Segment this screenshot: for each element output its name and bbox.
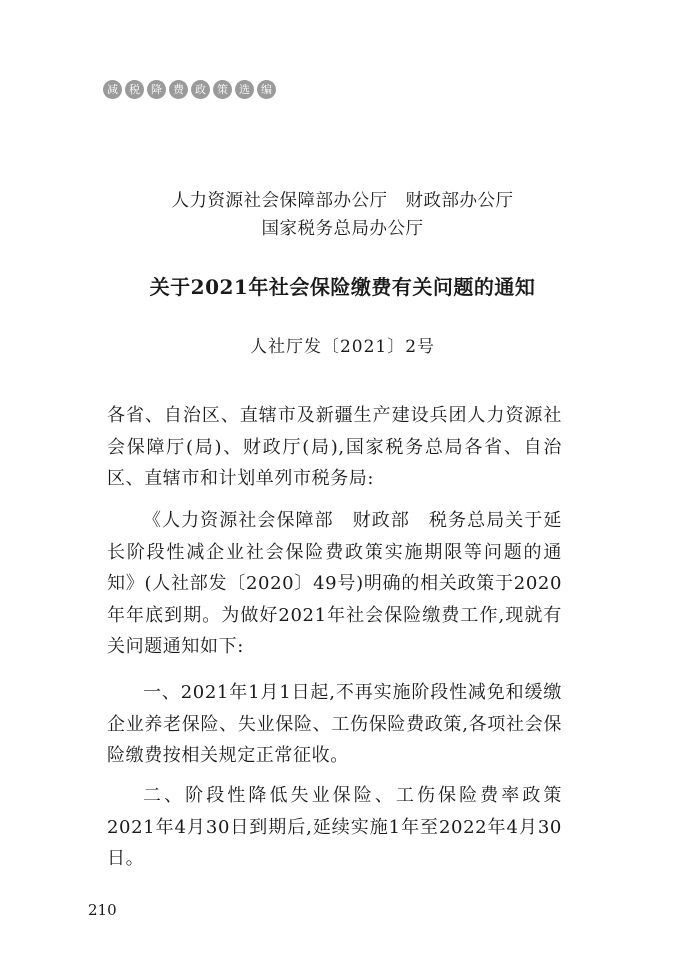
series-char: 编 [257, 80, 276, 99]
series-char: 选 [235, 80, 254, 99]
series-char: 减 [103, 80, 122, 99]
page-number: 210 [88, 901, 117, 919]
intro-paragraph: 《人力资源社会保障部 财政部 税务总局关于延长阶段性减企业社会保险费政策实施期限等问题的通知》(人社部发〔2020〕49号)明确的相关政策于2020年年底到期。为做好2021年社会保险缴费工作,现就有关问题通知如下: [107, 510, 562, 657]
issuer-line-1 [0, 187, 685, 212]
issuer-mof: 财政部办公厅 [405, 191, 514, 211]
issuer-line-2: 国家税务总局办公厅 [261, 219, 424, 239]
addressee-paragraph: 各省、自治区、直辖市及新疆生产建设兵团人力资源社会保障厅(局)、财政厅(局),国家税务总局各省、自治区、直辖市和计划单列市税务局: [107, 405, 562, 489]
document-title: 关于2021年社会保险缴费有关问题的通知 [149, 275, 536, 299]
series-char: 政 [191, 80, 210, 99]
series-char: 费 [169, 80, 188, 99]
issuer-hrss: 人力资源社会保障部办公厅 [171, 191, 388, 211]
series-header [103, 80, 276, 99]
item-2-paragraph: 二、阶段性降低失业保险、工伤保险费率政策2021年4月30日到期后,延续实施1年至2022年4月30日。 [107, 785, 562, 869]
series-char: 策 [213, 80, 232, 99]
series-char: 降 [147, 80, 166, 99]
item-1-paragraph: 一、2021年1月1日起,不再实施阶段性减免和缓缴企业养老保险、失业保险、工伤保险费政策,各项社会保险缴费按相关规定正常征收。 [107, 682, 562, 766]
document-number: 人社厅发〔2021〕2号 [249, 337, 436, 357]
series-char: 税 [125, 80, 144, 99]
